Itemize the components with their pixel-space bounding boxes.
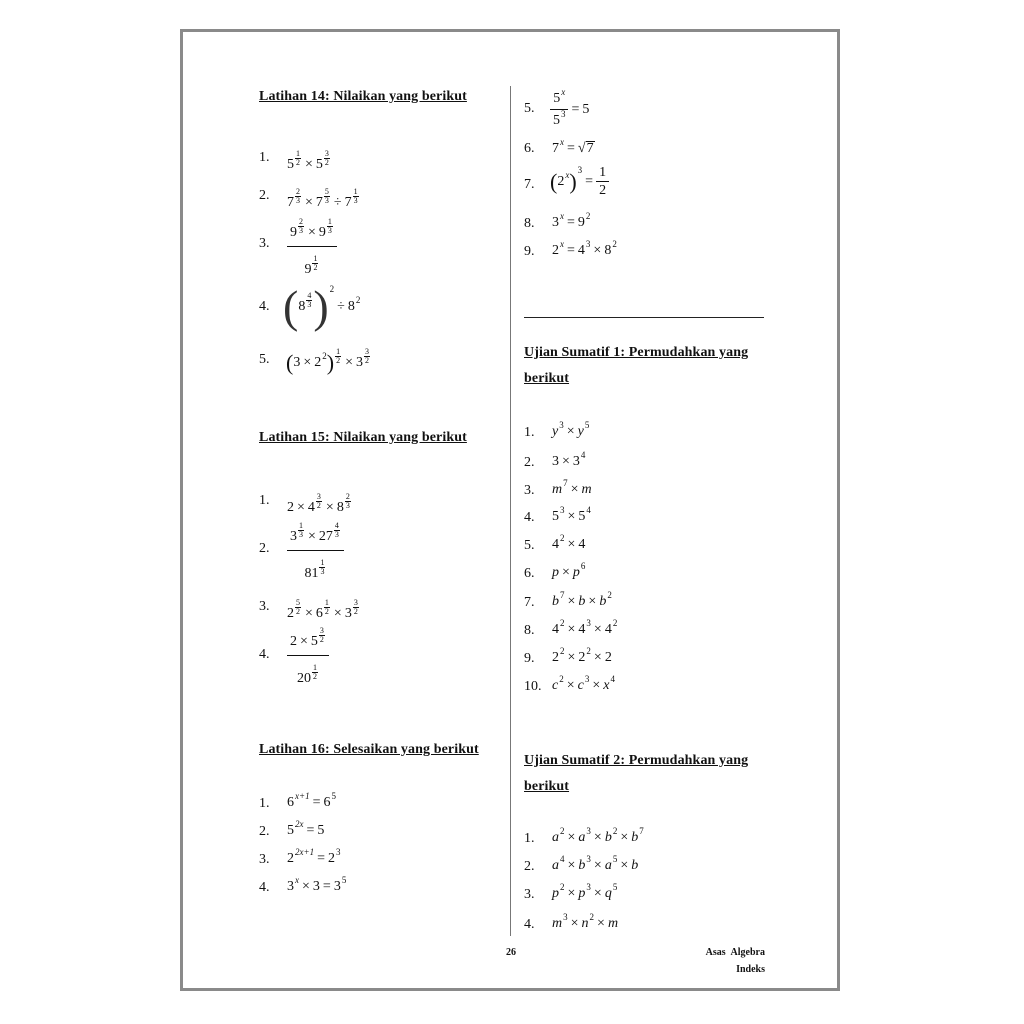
math-expression: $5^3 \times 5^4$ [552, 505, 591, 524]
math-expression: 5 $\frac{1}{2}$ × 5 $\frac{3}{2}$ [287, 149, 329, 172]
heading-ujian-sumatif-1-cont: berikut [524, 371, 570, 386]
math-expression: $p \times p^6$ [552, 561, 586, 580]
math-expression: $c^2 \times c^3 \times x^4$ [552, 674, 615, 693]
heading-ujian-sumatif-2-cont: berikut [524, 779, 570, 794]
item-number: 5. [259, 352, 270, 367]
math-expression: $p^2 \times p^3 \times q^5$ [552, 882, 618, 901]
math-expression: 2 × 5 $\frac{3}{2}$ 20 $\frac{1}{2}$ [287, 627, 329, 686]
item-number: 1. [524, 425, 535, 440]
item-number: 4. [524, 510, 535, 525]
section-rule [524, 317, 764, 318]
item-number: 6. [524, 141, 535, 156]
math-expression: $7^x = √7$ [552, 137, 594, 156]
math-expression: $3^x = 9^2$ [552, 211, 591, 230]
item-number: 1. [524, 831, 535, 846]
heading-latihan-15: Latihan 15: Nilaikan yang berikut [259, 430, 467, 445]
item-number: 9. [524, 244, 535, 259]
math-expression: $b^7 \times b \times b^2$ [552, 590, 612, 609]
item-number: 3. [524, 887, 535, 902]
item-number: 7. [524, 595, 535, 610]
item-number: 5. [524, 101, 535, 116]
math-expression: 2 × 4 $\frac{3}{2}$ × 8 $\frac{2}{3}$ [287, 492, 350, 515]
footer-book-title: Asas Algebra [705, 947, 765, 958]
math-expression: $2^x = 4^3 \times 8^2$ [552, 239, 617, 258]
math-expression: $4^2 \times 4^3 \times 4^2$ [552, 618, 618, 637]
item-number: 6. [524, 566, 535, 581]
item-number: 5. [524, 538, 535, 553]
item-number: 8. [524, 216, 535, 231]
footer-chapter: Indeks [736, 964, 765, 975]
item-number: 1. [259, 493, 270, 508]
math-expression: $2^{2x+1} = 2^3$ [287, 847, 341, 866]
item-number: 4. [259, 647, 270, 662]
page-number: 26 [506, 947, 516, 958]
item-number: 3. [524, 483, 535, 498]
math-expression: $(2^x)^3=$ $\frac{1}{2}$ [550, 166, 609, 198]
item-number: 10. [524, 679, 542, 694]
math-expression: $4^2 \times 4$ [552, 533, 586, 552]
item-number: 2. [259, 188, 270, 203]
math-expression: $6^{x+1} = 6^5$ [287, 791, 336, 810]
item-number: 2. [259, 541, 270, 556]
math-expression: $a^2 \times a^3 \times b^2 \times b^7$ [552, 826, 644, 845]
item-number: 4. [524, 917, 535, 932]
item-number: 9. [524, 651, 535, 666]
heading-latihan-14: Latihan 14: Nilaikan yang berikut [259, 89, 467, 104]
item-number: 3. [259, 236, 270, 251]
item-number: 1. [259, 150, 270, 165]
column-divider [510, 86, 511, 936]
math-expression: 3 $\frac{1}{3}$ × 27 $\frac{4}{3}$ 81 $\frac{1}{3}$ [287, 522, 344, 581]
item-number: 3. [259, 852, 270, 867]
math-expression: $2^2 \times 2^2 \times 2$ [552, 646, 612, 665]
math-expression: (8 $\frac{4}{3}$ )$^2\div 8^2$ [283, 281, 361, 332]
heading-latihan-16: Latihan 16: Selesaikan yang berikut [259, 742, 479, 757]
item-number: 4. [259, 299, 270, 314]
item-number: 3. [259, 599, 270, 614]
math-expression: $(3 \times 2^2)$ $\frac{1}{2}$ × 3 $\frac{3}{2}$ [286, 347, 369, 375]
math-expression: $3^x \times 3 = 3^5$ [287, 875, 347, 894]
math-expression: $m^3 \times n^2 \times m$ [552, 912, 619, 931]
item-number: 1. [259, 796, 270, 811]
heading-ujian-sumatif-1: Ujian Sumatif 1: Permudahkan yang [524, 345, 749, 360]
item-number: 2. [524, 455, 535, 470]
item-number: 2. [524, 859, 535, 874]
heading-ujian-sumatif-2: Ujian Sumatif 2: Permudahkan yang [524, 753, 749, 768]
item-number: 4. [259, 880, 270, 895]
math-expression: 2 $\frac{5}{2}$ × 6 $\frac{1}{2}$ × 3 $\frac{3}{2}$ [287, 598, 358, 621]
item-number: 2. [259, 824, 270, 839]
math-expression: $3 \times 3^4$ [552, 450, 586, 469]
math-expression: $m^7 \times m$ [552, 478, 592, 497]
item-number: 8. [524, 623, 535, 638]
item-number: 7. [524, 177, 535, 192]
math-expression: $\frac{5^x}{5^3}$ = 5 [550, 92, 589, 128]
math-expression: 7 $\frac{2}{3}$ × 7 $\frac{5}{3}$ ÷ 7 $\frac{1}{3}$ [287, 187, 358, 210]
math-expression: $y^3 \times y^5$ [552, 420, 590, 439]
math-expression: $5^{2x} = 5$ [287, 819, 325, 838]
math-expression: 9 $\frac{2}{3}$ × 9 $\frac{1}{3}$ 9 $\frac{1}{2}$ [287, 218, 337, 277]
math-expression: $a^4 \times b^3 \times a^5 \times b$ [552, 854, 639, 873]
